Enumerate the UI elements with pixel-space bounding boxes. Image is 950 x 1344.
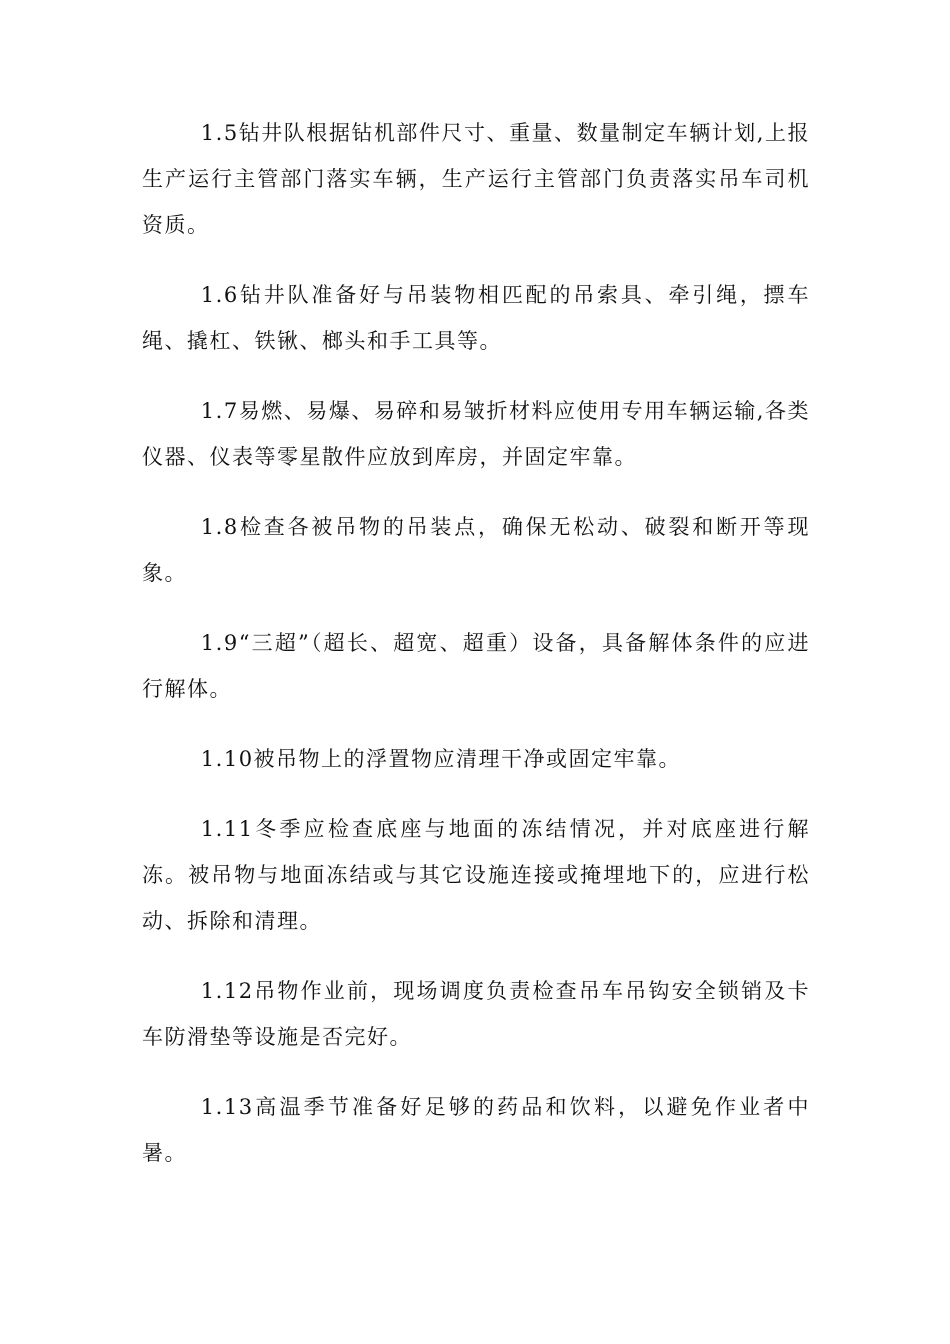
paragraph-1-13: 1.13高温季节准备好足够的药品和饮料，以避免作业者中暑。: [142, 1095, 810, 1165]
paragraph-1-5: 1.5钻井队根据钻机部件尺寸、重量、数量制定车辆计划,上报生产运行主管部门落实车辆，生产运行主管部门负责落实吊车司机资质。: [142, 121, 810, 237]
paragraph-1-9: 1.9“三超”（超长、超宽、超重）设备，具备解体条件的应进行解体。: [142, 631, 810, 701]
paragraph-1-11: 1.11冬季应检查底座与地面的冻结情况，并对底座进行解冻。被吊物与地面冻结或与其它设施连接或掩埋地下的，应进行松动、拆除和清理。: [142, 817, 810, 933]
document-body: [142, 110, 810, 1200]
paragraph-1-8: 1.8检查各被吊物的吊装点，确保无松动、破裂和断开等现象。: [142, 515, 810, 585]
paragraph-1-7: 1.7易燃、易爆、易碎和易皱折材料应使用专用车辆运输,各类仪器、仪表等零星散件应放到库房，并固定牢靠。: [142, 399, 810, 469]
paragraph-1-6: 1.6钻井队准备好与吊装物相匹配的吊索具、牵引绳，摽车绳、撬杠、铁锹、榔头和手工具等。: [142, 283, 810, 353]
paragraph-1-12: 1.12吊物作业前，现场调度负责检查吊车吊钩安全锁销及卡车防滑垫等设施是否完好。: [142, 979, 810, 1049]
paragraph-1-10: 1.10被吊物上的浮置物应清理干净或固定牢靠。: [200, 747, 682, 771]
